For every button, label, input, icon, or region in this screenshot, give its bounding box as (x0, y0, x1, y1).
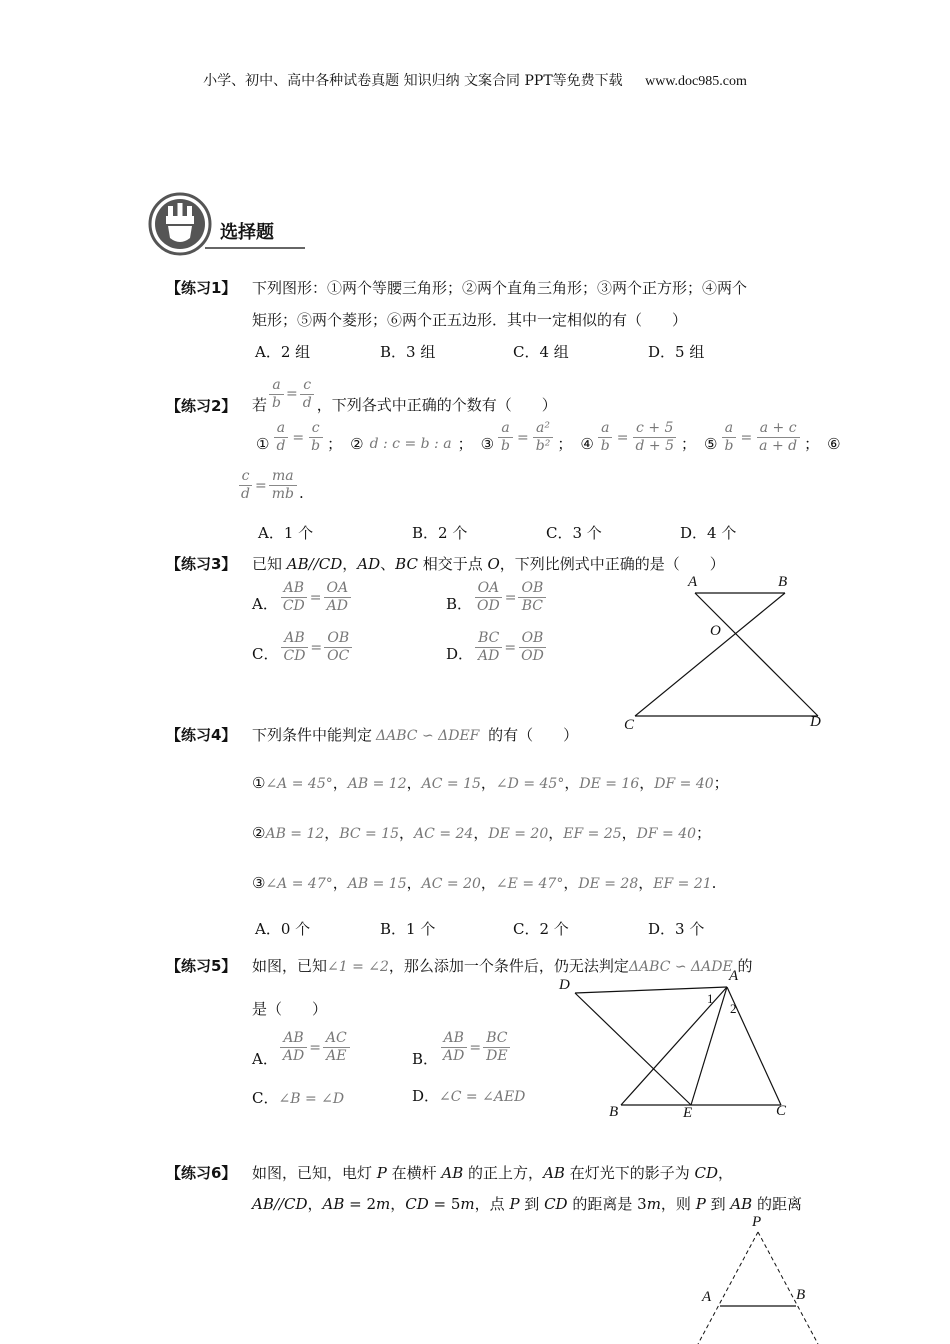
q3-label: 【练习3】 (166, 555, 237, 573)
q6-line2: AB//CD，AB = 2m，CD = 5m，点 P 到 CD 的距离是 3m，则 P 到 AB 的距离 (252, 1195, 802, 1213)
q1-option-a[interactable]: A．2 组 (255, 343, 311, 361)
q5-fig-angle-1: 1 (707, 991, 714, 1006)
q5-fig-d: D (559, 977, 570, 993)
q2-option-a[interactable]: A．1 个 (258, 524, 314, 542)
q3-fig-d: D (810, 714, 821, 730)
q3-fig-o: O (710, 623, 721, 639)
q2-ruo: 若 (252, 395, 268, 414)
q2-m6-right: $\frac{ma}{mb}$ (269, 468, 297, 503)
q5-figure (555, 965, 800, 1125)
q6-figure (690, 1208, 820, 1344)
q2-label: 【练习2】 (166, 397, 237, 415)
q2-m4-right: $\frac{c + 5}{d + 5}$ (633, 420, 678, 455)
q5-option-d[interactable]: D．∠C = ∠AED (412, 1087, 526, 1105)
page-header (0, 70, 950, 90)
q1-line2: 矩形；⑤两个菱形；⑥两个正五边形．其中一定相似的有（ ） (252, 311, 688, 329)
q4-condition-1: ①∠A = 45°，AB = 12，AC = 15，∠D = 45°，DE = 16，DF = 40； (252, 774, 729, 792)
q5-fig-b: B (609, 1104, 619, 1120)
q1-option-c[interactable]: C．4 组 (513, 343, 569, 361)
q1-option-d[interactable]: D．5 组 (648, 343, 705, 361)
q2-stem: 若 $\frac{a}{b}$ = $\frac{c}{d}$ ，下列各式中正确的个数有（ ） (252, 372, 557, 416)
q2-item6: $\frac{c}{d}$ = $\frac{ma}{mb}$ . (236, 468, 304, 503)
q5-option-b[interactable]: B． $\frac{AB}{AD}$ = $\frac{BC}{DE}$ (412, 1026, 513, 1069)
q5-fig-a: A (729, 968, 739, 984)
q2-given-right: $\frac{c}{d}$ (300, 377, 315, 412)
q1-line1: 下列图形：①两个等腰三角形；②两个直角三角形；③两个正方形；④两个 (252, 279, 748, 297)
q4-option-d[interactable]: D．3 个 (648, 920, 705, 938)
q4-condition-2: ②AB = 12，BC = 15，AC = 24，DE = 20，EF = 25，DF = 40； (252, 824, 712, 842)
q3-fig-a: A (688, 574, 698, 590)
q3-fig-b: B (778, 574, 788, 590)
q5-label: 【练习5】 (166, 957, 237, 975)
q5-fig-c: C (776, 1103, 787, 1119)
q2-m5-left: $\frac{a}{b}$ (721, 420, 736, 455)
q3-option-c[interactable]: C． $\frac{AB}{CD}$ = $\frac{OB}{OC}$ (252, 630, 354, 665)
q5-fig-angle-2: 2 (730, 1001, 737, 1016)
q2-m6-left: $\frac{c}{d}$ (238, 468, 253, 503)
q2-m3-left: $\frac{a}{b}$ (498, 420, 513, 455)
q5-angles: ∠1 = ∠2 (327, 959, 389, 975)
q5-option-a[interactable]: A． $\frac{AB}{AD}$ = $\frac{AC}{AE}$ (252, 1026, 352, 1069)
section-underline (205, 247, 305, 249)
section-title: 选择题 (220, 222, 274, 243)
castle-badge-icon (148, 192, 212, 260)
q4-option-c[interactable]: C．2 个 (513, 920, 569, 938)
q2-given-left: $\frac{a}{b}$ (269, 377, 284, 412)
q2-items-row: ① $\frac{a}{d}$ = $\frac{c}{b}$ ； ② d : c = b : a ； ③ $\frac{a}{b}$ = $\frac{\text{a²}}{\text{b²}}$ ； ④ $\frac{a}{b}$ = $\frac{c + 5}{d + 5}$ ； ⑤ $\frac{a}{b}$ = $\frac{a + c}{a + d}$ ； ⑥ (256, 420, 841, 454)
q5-sim: ΔABC ∽ ΔADE (628, 959, 733, 975)
q4-condition-3: ③∠A = 47°，AB = 15，AC = 20，∠E = 47°，DE = 28，EF = 21. (252, 874, 717, 892)
q5-stem: 如图，已知∠1 = ∠2，那么添加一个条件后，仍无法判定ΔABC ∽ ΔADE 的 (252, 957, 753, 975)
q2-option-c[interactable]: C．3 个 (546, 524, 602, 542)
q3-stem: 已知 AB//CD，AD、BC 相交于点 O，下列比例式中正确的是（ ） (252, 555, 725, 573)
q4-option-b[interactable]: B．1 个 (380, 920, 436, 938)
q3-option-b[interactable]: B． $\frac{OA}{OD}$ = $\frac{OB}{BC}$ (446, 580, 548, 615)
q5-option-c[interactable]: C．∠B = ∠D (252, 1089, 345, 1107)
q6-fig-b: B (796, 1287, 806, 1303)
q1-label: 【练习1】 (166, 279, 237, 297)
q6-fig-a: A (702, 1289, 712, 1305)
header-text: 小学、初中、高中各种试卷真题 知识归纳 文案合同 PPT等免费下载 (203, 73, 623, 89)
q4-label: 【练习4】 (166, 726, 237, 744)
q2-m2-expr: d : c = b : a (369, 435, 452, 452)
q3-fig-c: C (624, 717, 635, 733)
q2-m4-left: $\frac{a}{b}$ (598, 420, 613, 455)
q6-fig-p: P (752, 1214, 762, 1230)
q5-line2: 是（ ） (252, 1000, 328, 1018)
q2-m1-left: $\frac{a}{d}$ (273, 420, 288, 455)
q5-fig-e: E (683, 1105, 693, 1121)
q6-line1: 如图，已知，电灯 P 在横杆 AB 的正上方，AB 在灯光下的影子为 CD， (252, 1164, 733, 1182)
q2-m3-right: $\frac{\text{a²}}{\text{b²}}$ (533, 420, 554, 455)
q3-option-d[interactable]: D． $\frac{BC}{AD}$ = $\frac{OB}{OD}$ (446, 630, 549, 665)
q1-option-b[interactable]: B．3 组 (380, 343, 436, 361)
q3-option-a[interactable]: A． $\frac{AB}{CD}$ = $\frac{OA}{AD}$ (252, 580, 353, 615)
q6-label: 【练习6】 (166, 1164, 237, 1182)
q4-stem: 下列条件中能判定 ΔABC ∽ ΔDEF 的有（ ） (252, 726, 579, 744)
q4-option-a[interactable]: A．0 个 (255, 920, 311, 938)
q3-figure (620, 568, 835, 734)
q2-option-d[interactable]: D．4 个 (680, 524, 737, 542)
header-url[interactable]: www.doc985.com (645, 74, 747, 89)
q2-option-b[interactable]: B．2 个 (412, 524, 468, 542)
q2-stem-text: ，下列各式中正确的个数有（ ） (316, 395, 557, 414)
q2-m1-right: $\frac{c}{b}$ (308, 420, 323, 455)
q2-m5-right: $\frac{a + c}{a + d}$ (756, 420, 800, 455)
q4-sim: ΔABC ∽ ΔDEF (376, 728, 480, 744)
